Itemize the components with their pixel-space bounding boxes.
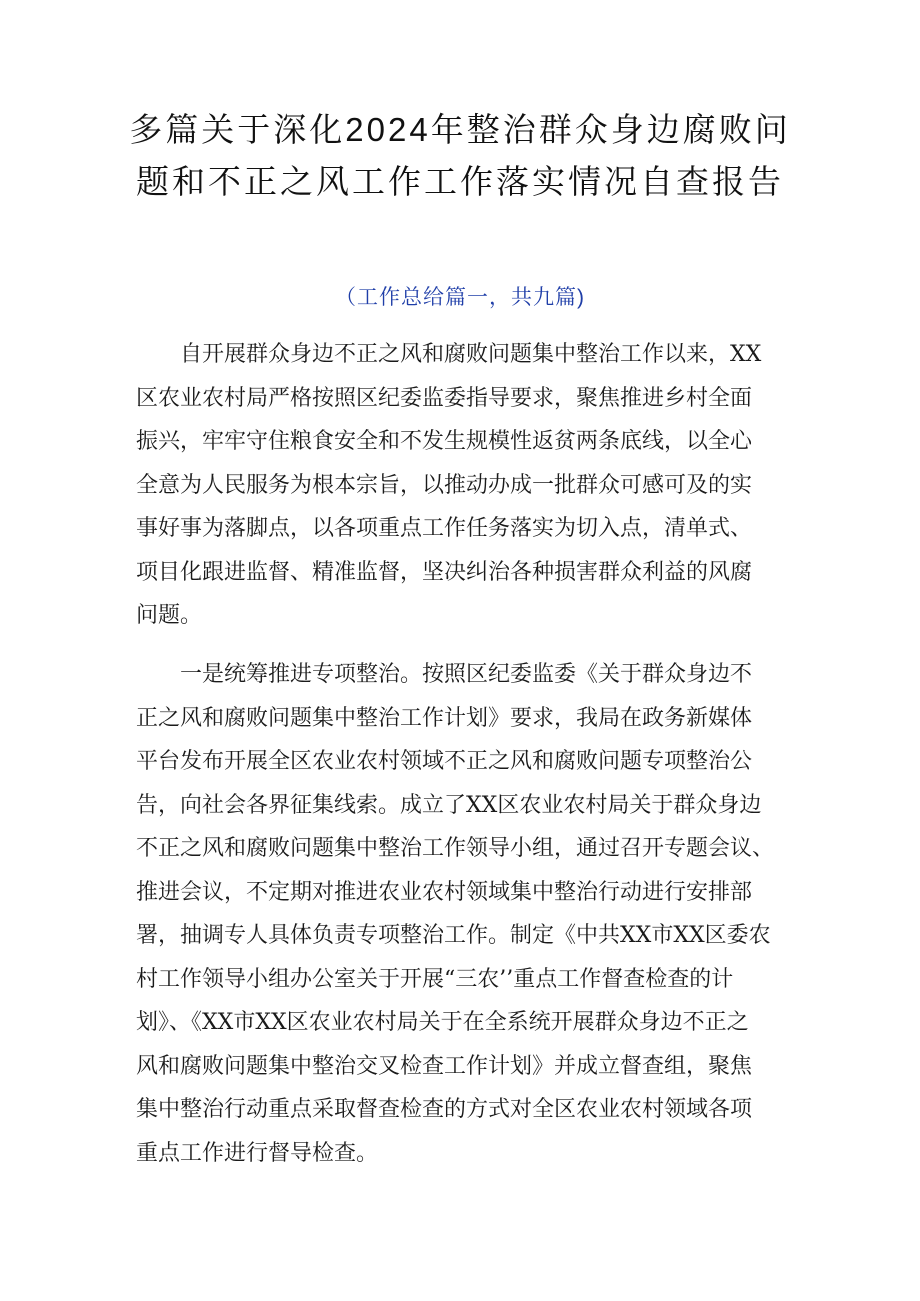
paragraph-line: 划》、《XX市XX区农业农村局关于在全系统开展群众身边不正之 bbox=[136, 1010, 749, 1035]
document-title bbox=[120, 104, 800, 208]
paragraph-line: 正之风和腐败问题集中整治工作计划》要求，我局在政务新媒体 bbox=[136, 705, 753, 731]
paragraph-line: 区农业农村局严格按照区纪委监委指导要求，聚焦推进乡村全面 bbox=[136, 385, 753, 411]
paragraph-line: 署，抽调专人具体负责专项整治工作。制定《中共XX市XX区委农 bbox=[136, 923, 771, 948]
paragraph-line: 项目化跟进监督、精准监督，坚决纠治各种损害群众利益的风腐 bbox=[136, 559, 753, 585]
paragraph bbox=[136, 653, 796, 1175]
paragraph-line: 事好事为落脚点，以各项重点工作任务落实为切入点，清单式、 bbox=[136, 516, 753, 541]
paragraph-line: 风和腐败问题集中整治交叉检查工作计划》并成立督查组，聚焦 bbox=[136, 1053, 753, 1079]
paragraph-line: 问题。 bbox=[136, 603, 203, 628]
paragraph-line: 一是统筹推进专项整治。按照区纪委监委《关于群众身边不 bbox=[180, 662, 753, 687]
paragraph-line: 告，向社会各界征集线索。成立了XX区农业农村局关于群众身边 bbox=[136, 792, 762, 818]
paragraph-line: 自开展群众身边不正之风和腐败问题集中整治工作以来，XX bbox=[180, 342, 762, 367]
paragraph-line: 重点工作进行督导检查。 bbox=[136, 1140, 379, 1166]
paragraph-line: 振兴，牢牢守住粮食安全和不发生规模性返贫两条底线，以全心 bbox=[136, 429, 753, 454]
paragraph-line: 推进会议，不定期对推进农业农村领域集中整治行动进行安排部 bbox=[136, 879, 753, 905]
document-subtitle: （工作总给篇一，共九篇) bbox=[335, 286, 585, 309]
paragraph-line: 集中整治行动重点采取督查检查的方式对全区农业农村领域各项 bbox=[136, 1097, 753, 1122]
paragraph-line: 不正之风和腐败问题集中整治工作领导小组，通过召开专题会议、 bbox=[136, 836, 775, 861]
paragraph-line: 村工作领导小组办公室关于开展“三农’’重点工作督查检查的计 bbox=[136, 966, 734, 992]
paragraph-line: 全意为人民服务为根本宗旨，以推动办成一批群众可感可及的实 bbox=[136, 472, 753, 498]
title-line: 多篇关于深化2024年整治群众身边腐败问 bbox=[129, 111, 791, 148]
paragraph bbox=[136, 333, 796, 638]
paragraph-line: 平台发布开展全区农业农村领域不正之风和腐败问题专项整治公 bbox=[136, 749, 753, 774]
title-line: 题和不正之风工作工作落实情况自查报告 bbox=[136, 163, 784, 200]
